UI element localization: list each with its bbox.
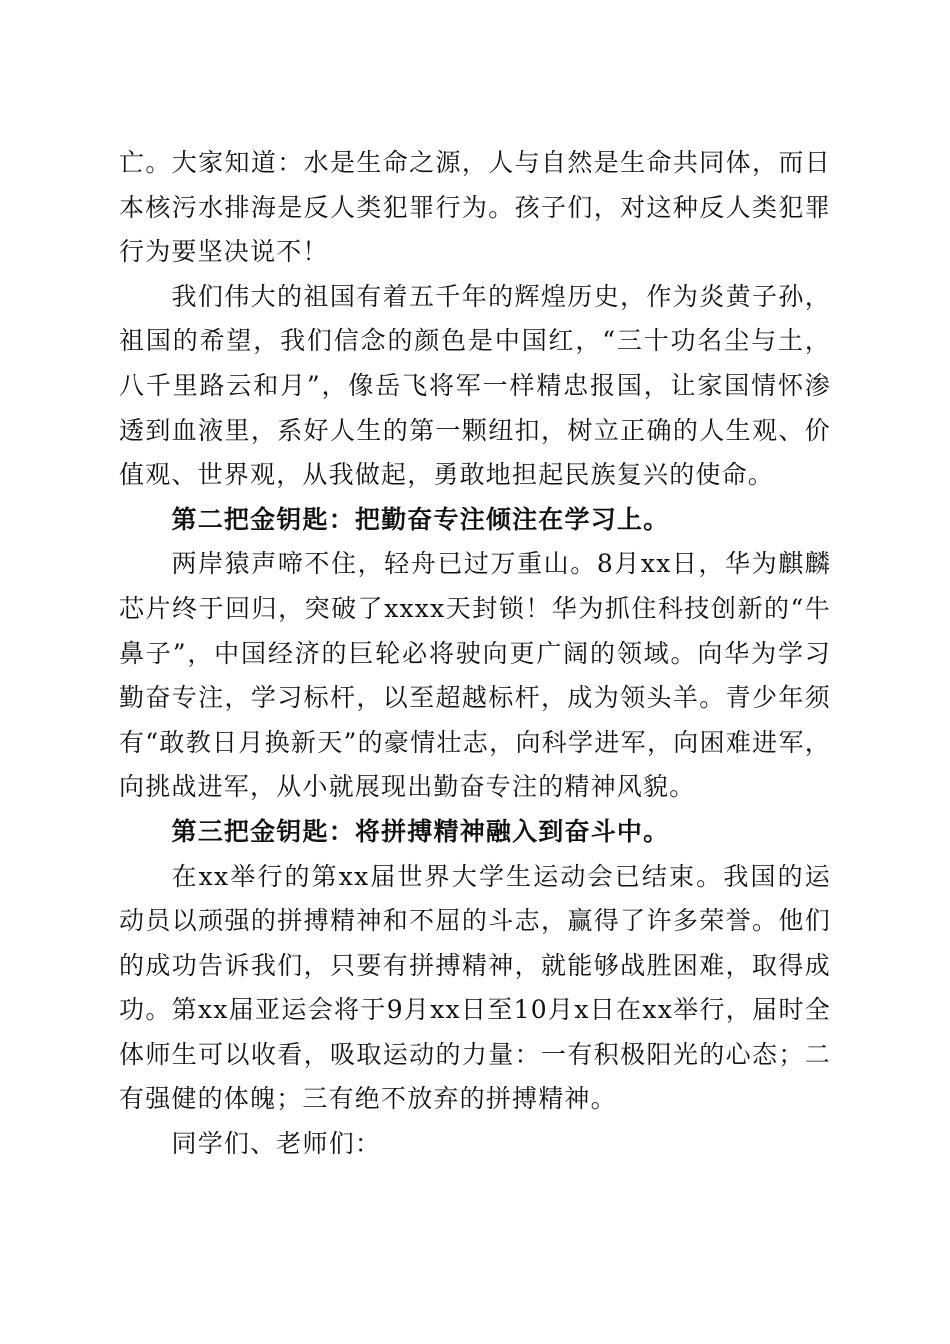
paragraph-motherland: 我们伟大的祖国有着五千年的辉煌历史，作为炎黄子孙，祖国的希望，我们信念的颜色是中国红，“三十功名尘与土，八千里路云和月”，像岳飞将军一样精忠报国，让家国情怀渗透到血液里，系好人生的第一颗纽扣，树立正确的人生观、价值观、世界观，从我做起，勇敢地担起民族复兴的使命。 (119, 281, 831, 490)
section-heading-third-key: 第三把金钥匙：将拼搏精神融入到奋斗中。 (171, 816, 670, 846)
document-body (119, 141, 831, 1167)
paragraph-sports: 在xx举行的第xx届世界大学生运动会已结束。我国的运动员以顽强的拼搏精神和不屈的斗志，赢得了许多荣誉。他们的成功告诉我们，只要有拼搏精神，就能够战胜困难，取得成功。第xx届亚运会将于9月xx日至10月x日在xx举行，届时全体师生可以收看，吸取运动的力量：一有积极阳光的心态；二有强健的体魄；三有绝不放弃的拼搏精神。 (119, 861, 831, 1114)
section-heading-second-key: 第二把金钥匙：把勤奋专注倾注在学习上。 (171, 504, 670, 534)
paragraph-continuation: 亡。大家知道：水是生命之源，人与自然是生命共同体，而日本核污水排海是反人类犯罪行为。孩子们，对这种反人类犯罪行为要坚决说不！ (119, 148, 831, 267)
paragraph-huawei: 两岸猿声啼不住，轻舟已过万重山。8月xx日，华为麒麟芯片终于回归，突破了xxxx天封锁！华为抓住科技创新的“牛鼻子”，中国经济的巨轮必将驶向更广阔的领域。向华为学习勤奋专注，学习标杆，以至超越标杆，成为领头羊。青少年须有“敢教日月换新天”的豪情壮志，向科学进军，向困难进军，向挑战进军，从小就展现出勤奋专注的精神风貌。 (119, 549, 831, 802)
paragraph-salutation: 同学们、老师们： (171, 1129, 382, 1159)
